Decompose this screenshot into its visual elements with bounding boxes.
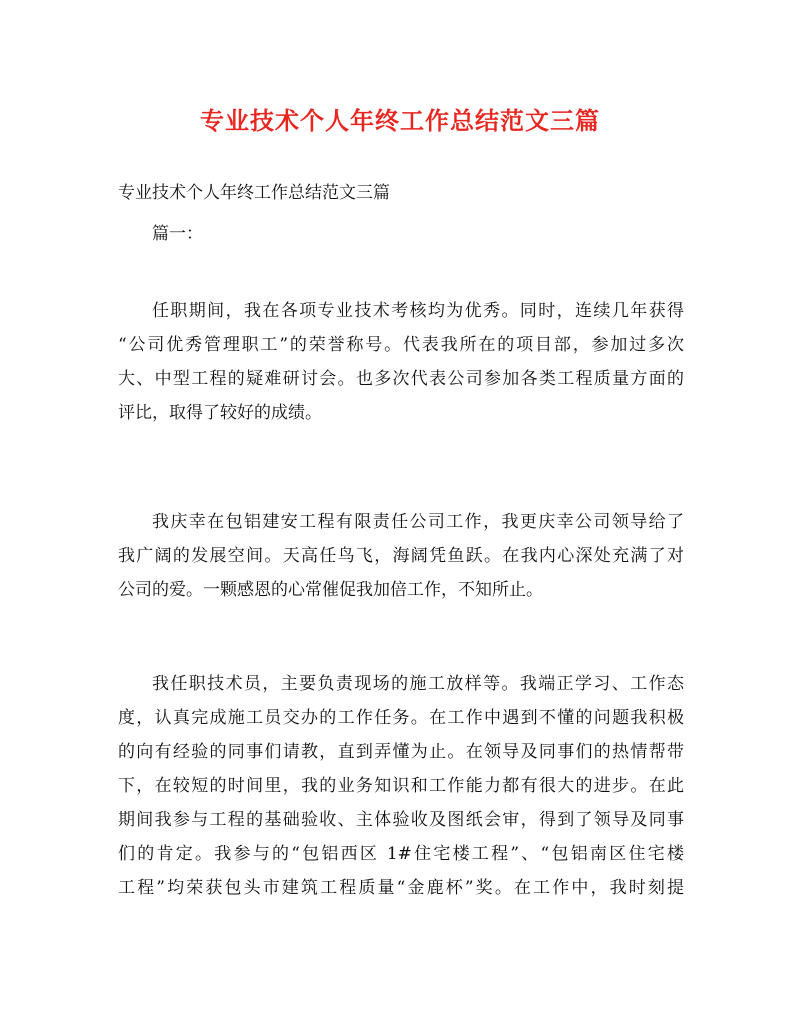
document-subtitle: 专业技术个人年终工作总结范文三篇 xyxy=(118,183,390,203)
paragraph-line: 期间我参与工程的基础验收、主体验收及图纸会审，得到了领导及同事 xyxy=(118,810,684,830)
paragraph-line: 任职期间，我在各项专业技术考核均为优秀。同时，连续几年获得 xyxy=(152,301,684,321)
paragraph-3 xyxy=(118,667,684,905)
paragraph-2 xyxy=(118,505,684,607)
paragraph-line: 我任职技术员，主要负责现场的施工放样等。我端正学习、工作态 xyxy=(152,674,684,694)
paragraph-line: 我广阔的发展空间。天高任鸟飞，海阔凭鱼跃。在我内心深处充满了对 xyxy=(118,546,684,566)
paragraph-line: 公司的爱。一颗感恩的心常催促我加倍工作，不知所止。 xyxy=(118,580,543,600)
paragraph-1 xyxy=(118,294,684,430)
paragraph-line: 大、中型工程的疑难研讨会。也多次代表公司参加各类工程质量方面的 xyxy=(118,369,684,389)
paragraph-line: 的向有经验的同事们请教，直到弄懂为止。在领导及同事们的热情帮带 xyxy=(118,742,684,762)
document-title: 专业技术个人年终工作总结范文三篇 xyxy=(200,106,600,135)
paragraph-line: “公司优秀管理职工”的荣誉称号。代表我所在的项目部，参加过多次 xyxy=(118,335,684,355)
paragraph-line: 工程”均荣获包头市建筑工程质量“金鹿杯”奖。在工作中，我时刻提 xyxy=(118,878,684,898)
paragraph-line: 我庆幸在包铝建安工程有限责任公司工作，我更庆幸公司领导给了 xyxy=(152,512,684,532)
paragraph-line: 度，认真完成施工员交办的工作任务。在工作中遇到不懂的问题我积极 xyxy=(118,708,684,728)
part-label: 篇一： xyxy=(152,224,203,244)
paragraph-line: 们的肯定。我参与的“包铝西区 1#住宅楼工程”、“包铝南区住宅楼 xyxy=(118,844,684,864)
paragraph-line: 下，在较短的时间里，我的业务知识和工作能力都有很大的进步。在此 xyxy=(118,776,684,796)
paragraph-line: 评比，取得了较好的成绩。 xyxy=(118,403,322,423)
